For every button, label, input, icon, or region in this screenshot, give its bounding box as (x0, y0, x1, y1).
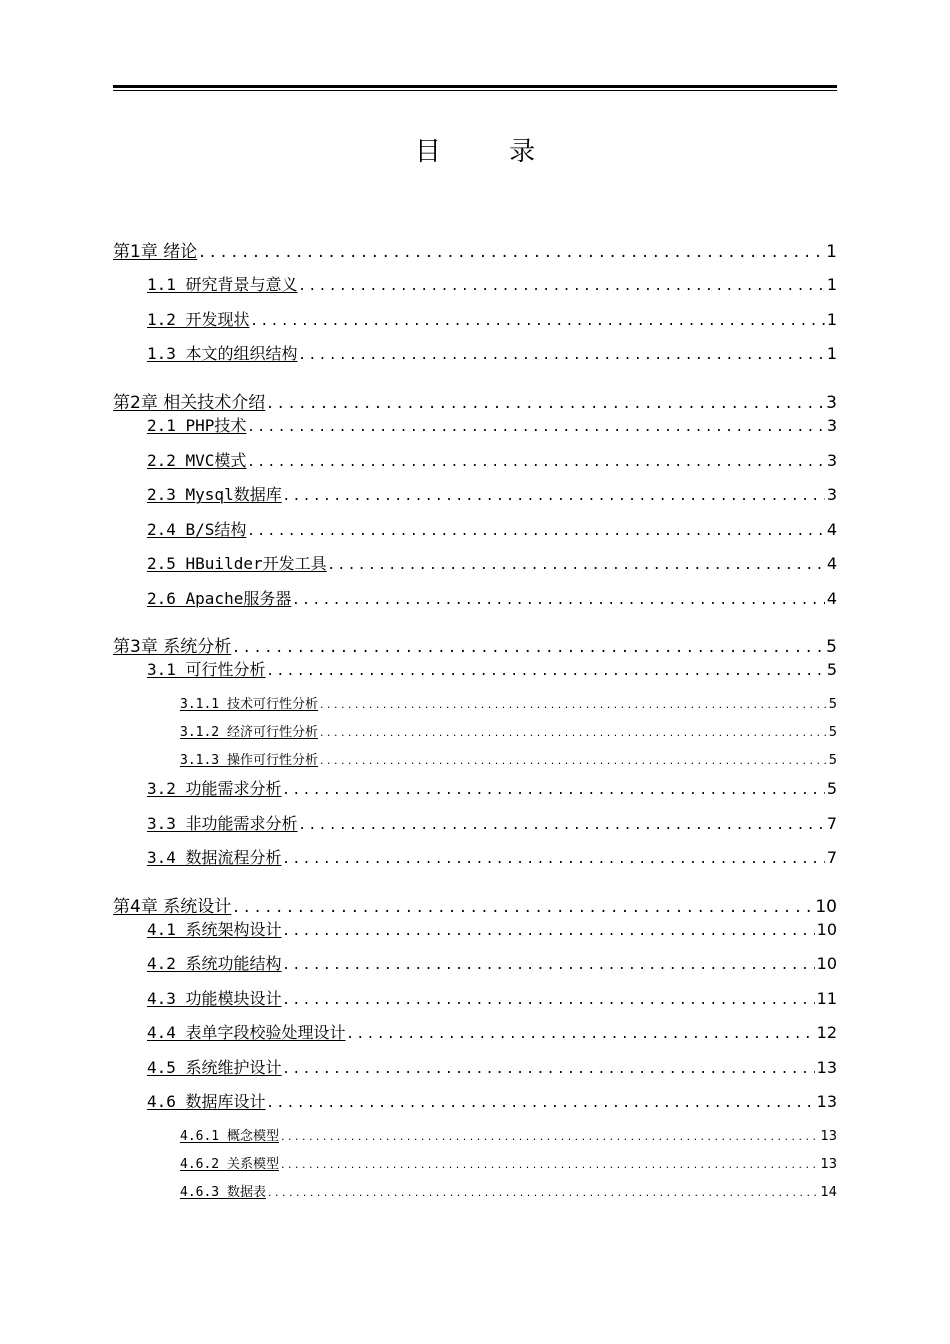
toc-label[interactable]: 3.1.3 操作可行性分析 (180, 753, 318, 768)
toc-label[interactable]: 3.1 可行性分析 (147, 660, 266, 679)
toc-label[interactable]: 第4章 系统设计 (113, 897, 232, 917)
toc-entry[interactable] (147, 1020, 837, 1043)
toc-leader (268, 1185, 818, 1200)
toc-leader (300, 275, 825, 294)
toc-page: 13 (820, 1129, 837, 1144)
toc-page: 13 (816, 1092, 837, 1111)
toc-leader (284, 989, 815, 1008)
toc-entry[interactable] (147, 986, 837, 1009)
toc-leader (233, 897, 813, 917)
toc-leader (293, 589, 824, 608)
toc-entry[interactable] (147, 776, 837, 799)
toc-label[interactable]: 第3章 系统分析 (113, 637, 232, 657)
toc-page: 10 (815, 897, 837, 917)
toc-entry[interactable] (147, 272, 837, 295)
toc-leader (284, 920, 815, 939)
toc-entry[interactable] (113, 632, 837, 657)
toc-label[interactable]: 4.5 系统维护设计 (147, 1058, 282, 1077)
toc-entry[interactable] (147, 951, 837, 974)
toc-leader (284, 848, 825, 867)
toc-leader (267, 393, 824, 413)
toc-leader (252, 310, 825, 329)
toc-label[interactable]: 2.3 Mysql数据库 (147, 485, 282, 504)
toc-leader (329, 554, 825, 573)
toc-page: 10 (816, 920, 837, 939)
toc-entry[interactable] (113, 237, 837, 262)
toc-leader (199, 242, 824, 262)
toc-entry[interactable] (147, 811, 837, 834)
toc-leader (233, 637, 824, 657)
toc-label[interactable]: 3.4 数据流程分析 (147, 848, 282, 867)
toc-leader (248, 416, 824, 435)
toc-label[interactable]: 4.6.3 数据表 (180, 1185, 266, 1200)
toc-entry[interactable] (113, 892, 837, 917)
toc-page: 1 (826, 310, 837, 329)
toc-entry[interactable] (147, 448, 837, 471)
toc-label[interactable]: 3.3 非功能需求分析 (147, 814, 298, 833)
toc-leader (281, 1157, 818, 1172)
toc-page: 5 (826, 637, 837, 657)
toc-label[interactable]: 3.1.1 技术可行性分析 (180, 697, 318, 712)
toc-page: 11 (816, 989, 837, 1008)
toc-entry[interactable] (147, 845, 837, 868)
toc-leader (320, 725, 827, 740)
toc-page: 5 (828, 725, 837, 740)
toc-entry[interactable] (147, 917, 837, 940)
toc-label[interactable]: 1.3 本文的组织结构 (147, 344, 298, 363)
toc-label[interactable]: 1.2 开发现状 (147, 310, 250, 329)
toc-leader (300, 814, 825, 833)
toc-label[interactable]: 第1章 绪论 (113, 242, 198, 262)
toc-page: 7 (826, 848, 837, 867)
toc-label[interactable]: 4.3 功能模块设计 (147, 989, 282, 1008)
toc-leader (248, 520, 824, 539)
toc-page: 5 (826, 660, 837, 679)
toc-label[interactable]: 2.5 HBuilder开发工具 (147, 554, 327, 573)
toc-label[interactable]: 4.6.1 概念模型 (180, 1129, 279, 1144)
toc-entry[interactable] (113, 388, 837, 413)
toc-entry[interactable] (147, 482, 837, 505)
toc-leader (284, 1058, 815, 1077)
toc-label[interactable]: 2.1 PHP技术 (147, 416, 247, 435)
toc-page: 5 (828, 753, 837, 768)
toc-page: 3 (826, 416, 837, 435)
toc-page: 4 (826, 520, 837, 539)
toc-page: 1 (826, 344, 837, 363)
toc-label[interactable]: 3.1.2 经济可行性分析 (180, 725, 318, 740)
toc-entry[interactable] (180, 693, 837, 712)
toc-page: 3 (826, 393, 837, 413)
toc-entry[interactable] (147, 307, 837, 330)
toc-page: 5 (828, 697, 837, 712)
toc-leader (268, 1092, 815, 1111)
toc-entry[interactable] (147, 413, 837, 436)
toc-label[interactable]: 4.2 系统功能结构 (147, 954, 282, 973)
toc-leader (284, 485, 825, 504)
toc-leader (300, 344, 825, 363)
toc-page: 13 (820, 1157, 837, 1172)
toc-entry[interactable] (180, 1125, 837, 1144)
toc-leader (320, 753, 827, 768)
toc-page: 14 (820, 1185, 837, 1200)
toc-entry[interactable] (147, 1089, 837, 1112)
toc-page: 12 (816, 1023, 837, 1042)
toc-label[interactable]: 2.6 Apache服务器 (147, 589, 292, 608)
toc-label[interactable]: 4.6 数据库设计 (147, 1092, 266, 1111)
toc-entry[interactable] (147, 517, 837, 540)
toc-leader (248, 451, 824, 470)
toc-leader (268, 660, 825, 679)
toc-label[interactable]: 2.2 MVC模式 (147, 451, 247, 470)
toc-entry[interactable] (147, 586, 837, 609)
toc-label[interactable]: 4.6.2 关系模型 (180, 1157, 279, 1172)
toc-page: 1 (826, 275, 837, 294)
toc-leader (284, 954, 815, 973)
toc-page: 5 (826, 779, 837, 798)
toc-label[interactable]: 4.1 系统架构设计 (147, 920, 282, 939)
toc-label[interactable]: 第2章 相关技术介绍 (113, 393, 266, 413)
toc-page: 4 (826, 554, 837, 573)
toc-page: 4 (826, 589, 837, 608)
toc-leader (348, 1023, 815, 1042)
toc-page: 10 (816, 954, 837, 973)
page-title: 目 录 (414, 137, 566, 167)
toc-label[interactable]: 1.1 研究背景与意义 (147, 275, 298, 294)
toc-entry[interactable] (180, 749, 837, 768)
toc-leader (281, 1129, 818, 1144)
toc-leader (320, 697, 827, 712)
toc-entry[interactable] (180, 1181, 837, 1200)
toc-entry[interactable] (147, 657, 837, 680)
toc-page: 3 (826, 451, 837, 470)
toc-page: 7 (826, 814, 837, 833)
toc-leader (284, 779, 825, 798)
toc-entry[interactable] (147, 341, 837, 364)
toc-label[interactable]: 4.4 表单字段校验处理设计 (147, 1023, 346, 1042)
toc-label[interactable]: 3.2 功能需求分析 (147, 779, 282, 798)
toc-entry[interactable] (147, 551, 837, 574)
toc-page: 3 (826, 485, 837, 504)
toc-label[interactable]: 2.4 B/S结构 (147, 520, 247, 539)
toc-page: 1 (826, 242, 837, 262)
toc-entry[interactable] (180, 721, 837, 740)
toc-page: 13 (816, 1058, 837, 1077)
toc-entry[interactable] (180, 1153, 837, 1172)
toc-entry[interactable] (147, 1055, 837, 1078)
